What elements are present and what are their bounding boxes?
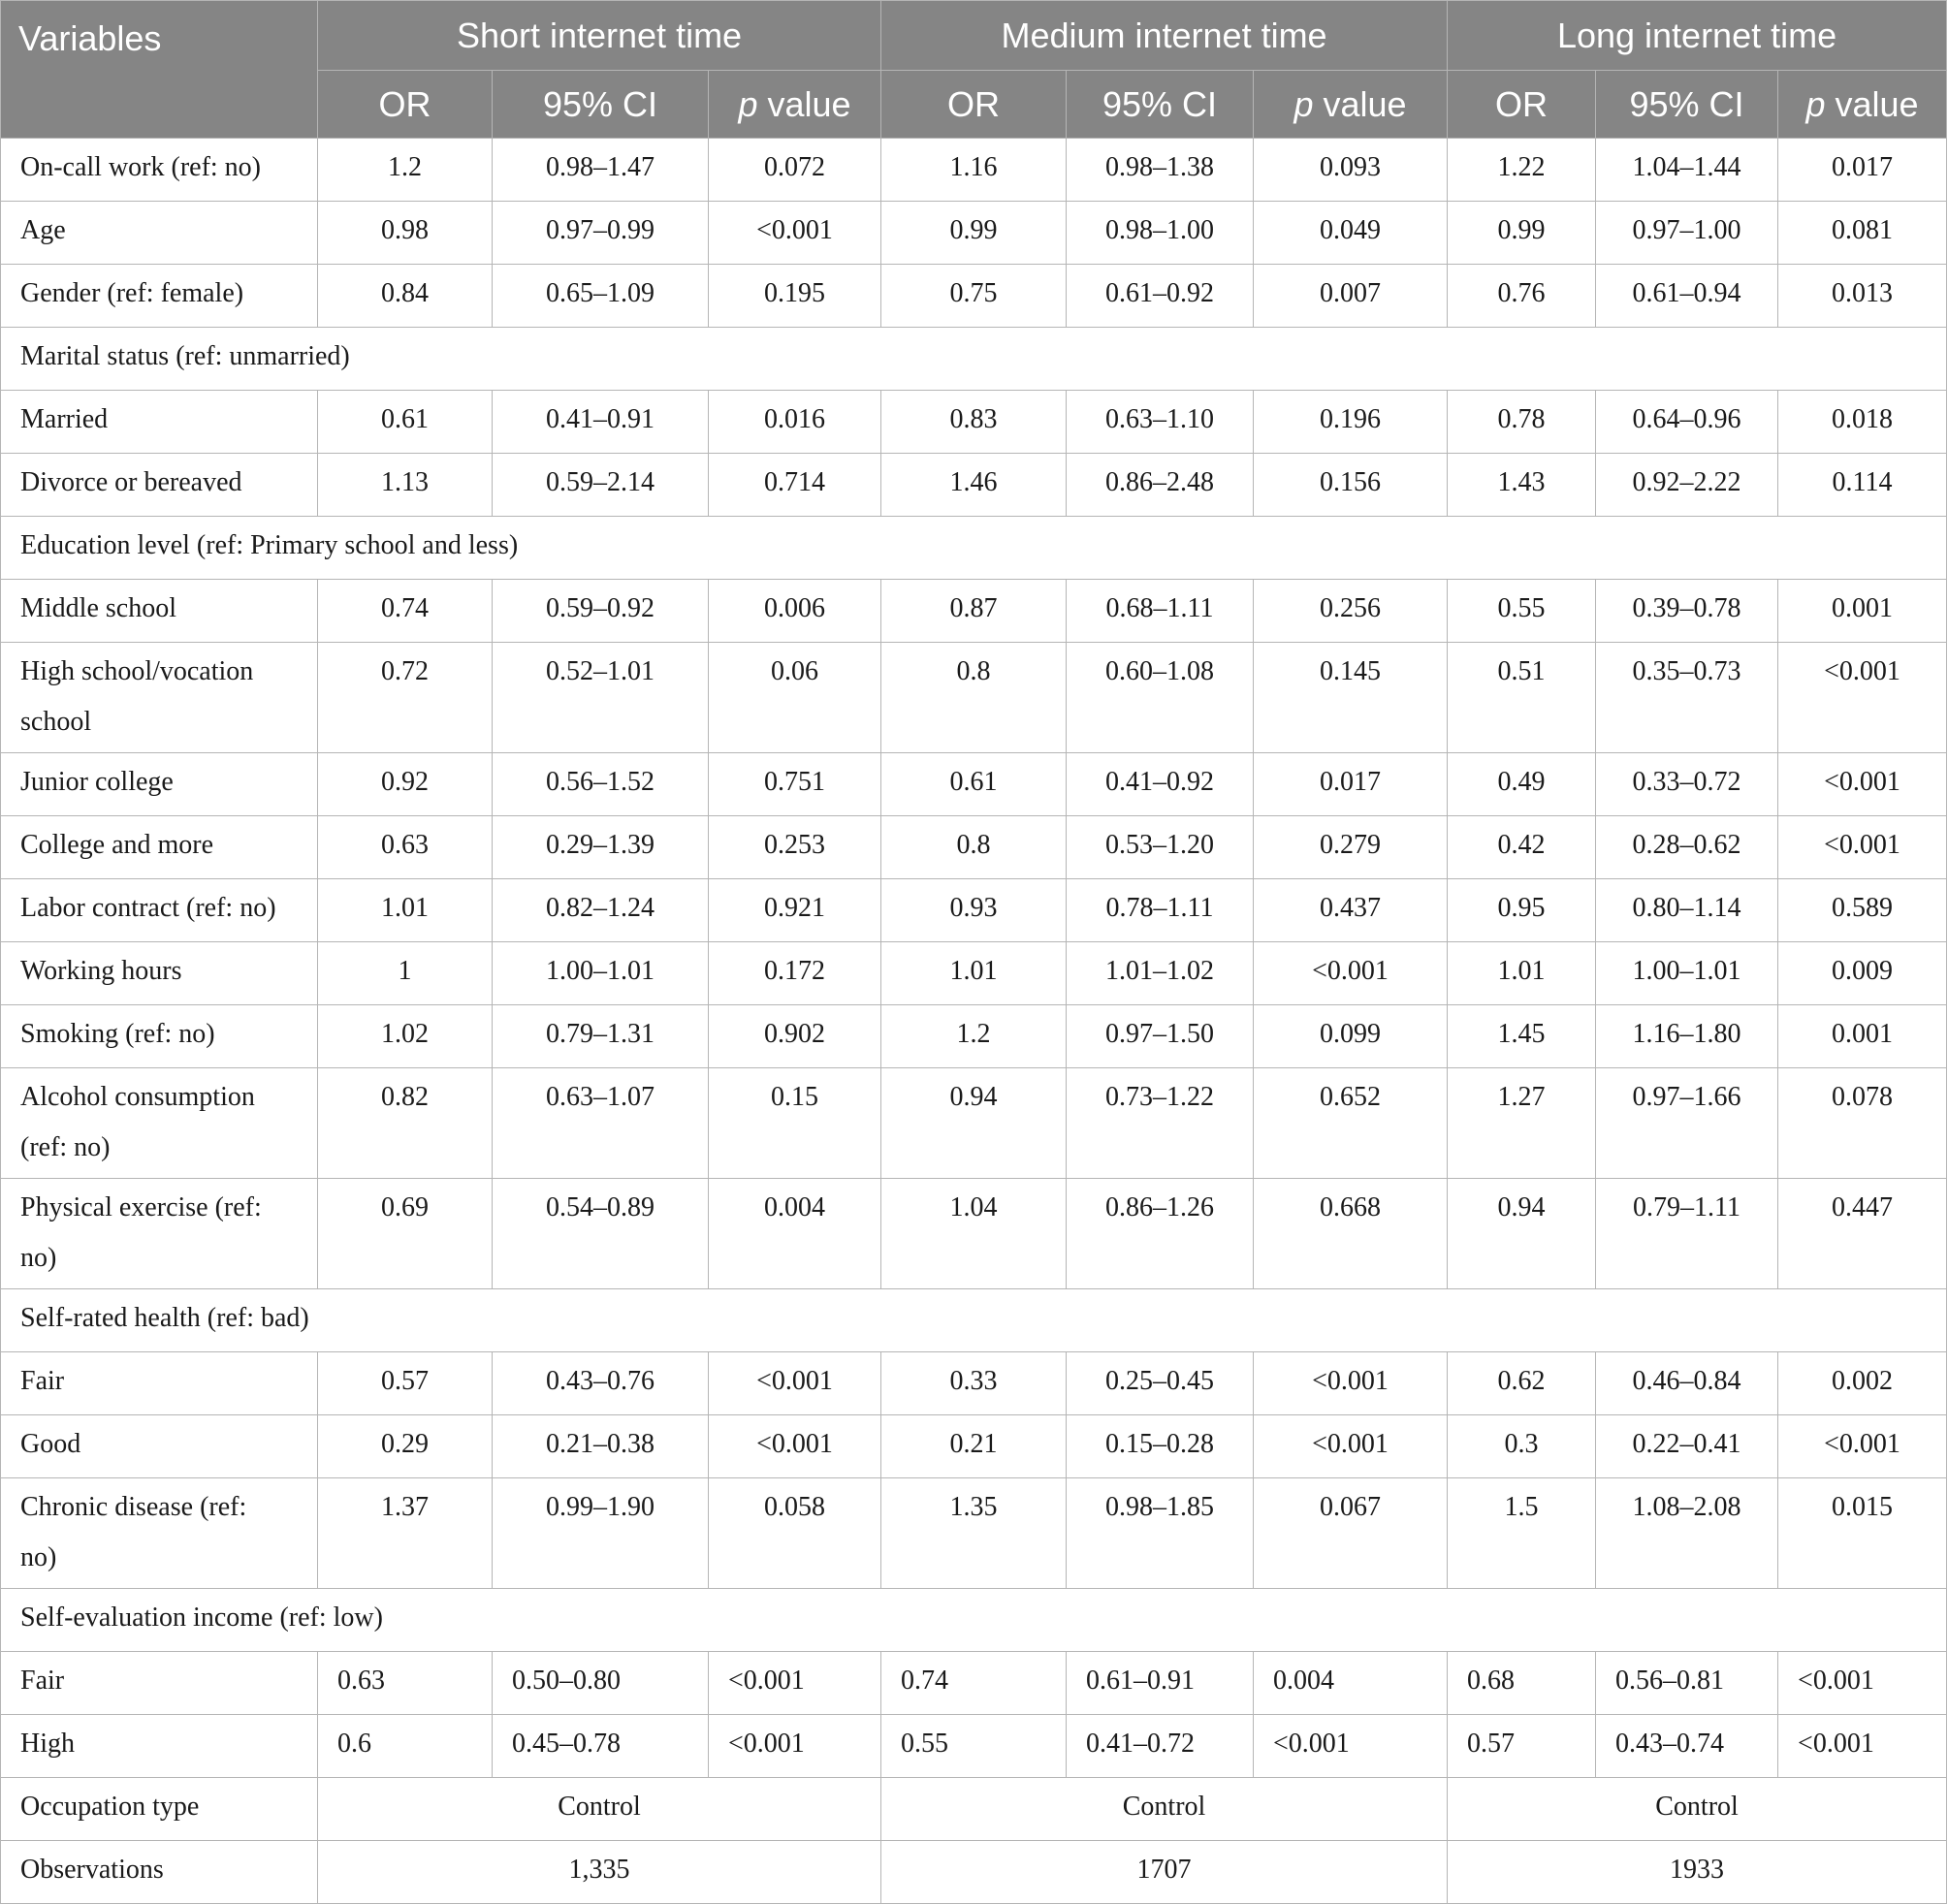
p-value-cell: <0.001 — [1778, 816, 1947, 879]
table-row — [1, 1352, 1947, 1415]
ci-cell: 0.45–0.78 — [493, 1715, 709, 1778]
p-value-cell: 0.114 — [1778, 454, 1947, 517]
or-cell: 1.2 — [318, 139, 493, 202]
p-value-cell: 0.013 — [1778, 265, 1947, 328]
row-label: Junior college — [1, 753, 318, 816]
p-value-cell: <0.001 — [1778, 1652, 1947, 1715]
ci-cell: 0.28–0.62 — [1596, 816, 1778, 879]
or-cell: 1.43 — [1448, 454, 1596, 517]
or-cell: 1.01 — [318, 879, 493, 942]
or-cell: 0.84 — [318, 265, 493, 328]
ci-cell: 0.43–0.74 — [1596, 1715, 1778, 1778]
ci-cell: 0.98–1.85 — [1067, 1478, 1254, 1589]
table-row — [1, 454, 1947, 517]
or-cell: 1.02 — [318, 1005, 493, 1068]
ci-cell: 0.68–1.11 — [1067, 580, 1254, 643]
table-row — [1, 1005, 1947, 1068]
ci-cell: 0.63–1.07 — [493, 1068, 709, 1179]
group-header-medium: Medium internet time — [881, 1, 1448, 71]
p-value-cell: 0.002 — [1778, 1352, 1947, 1415]
or-cell: 1.5 — [1448, 1478, 1596, 1589]
or-cell: 0.61 — [318, 391, 493, 454]
or-cell: 0.21 — [881, 1415, 1067, 1478]
or-cell: 0.61 — [881, 753, 1067, 816]
row-label: High — [1, 1715, 318, 1778]
ci-cell: 0.97–1.66 — [1596, 1068, 1778, 1179]
ci-header: 95% CI — [493, 71, 709, 139]
or-cell: 0.3 — [1448, 1415, 1596, 1478]
table-row — [1, 139, 1947, 202]
row-label: Working hours — [1, 942, 318, 1005]
ci-cell: 0.50–0.80 — [493, 1652, 709, 1715]
p-value-cell: 0.081 — [1778, 202, 1947, 265]
p-value-cell: 0.652 — [1254, 1068, 1448, 1179]
p-value-cell: 0.016 — [709, 391, 881, 454]
or-cell: 1.22 — [1448, 139, 1596, 202]
ci-cell: 0.98–1.00 — [1067, 202, 1254, 265]
ci-cell: 1.08–2.08 — [1596, 1478, 1778, 1589]
p-value-cell: <0.001 — [1778, 1415, 1947, 1478]
p-value-cell: 0.256 — [1254, 580, 1448, 643]
row-label-line: Physical exercise (ref: — [20, 1192, 262, 1222]
p-value-cell: 0.751 — [709, 753, 881, 816]
row-label: Divorce or bereaved — [1, 454, 318, 517]
p-value-cell: 0.145 — [1254, 643, 1448, 753]
p-value-cell: <0.001 — [1778, 1715, 1947, 1778]
or-cell: 0.63 — [318, 816, 493, 879]
ci-cell: 0.15–0.28 — [1067, 1415, 1254, 1478]
p-value-cell: 0.06 — [709, 643, 881, 753]
ci-cell: 1.00–1.01 — [493, 942, 709, 1005]
section-row — [1, 1589, 1947, 1652]
or-cell: 0.93 — [881, 879, 1067, 942]
row-label: Good — [1, 1415, 318, 1478]
table-row — [1, 202, 1947, 265]
or-cell: 0.95 — [1448, 879, 1596, 942]
row-label: Age — [1, 202, 318, 265]
p-value-cell: <0.001 — [1254, 1352, 1448, 1415]
row-label — [1, 1478, 318, 1589]
or-cell: 1.45 — [1448, 1005, 1596, 1068]
or-cell: 0.42 — [1448, 816, 1596, 879]
or-cell: 0.55 — [881, 1715, 1067, 1778]
p-value-cell: 0.067 — [1254, 1478, 1448, 1589]
row-label — [1, 1179, 318, 1289]
ci-cell: 0.97–1.00 — [1596, 202, 1778, 265]
ci-cell: 0.39–0.78 — [1596, 580, 1778, 643]
p-value-cell: 0.004 — [1254, 1652, 1448, 1715]
table-row — [1, 1478, 1947, 1589]
ci-cell: 0.64–0.96 — [1596, 391, 1778, 454]
or-cell: 0.57 — [1448, 1715, 1596, 1778]
p-value-cell: <0.001 — [709, 1352, 881, 1415]
p-value-cell: 0.279 — [1254, 816, 1448, 879]
p-value-cell: 0.017 — [1254, 753, 1448, 816]
p-value-cell: 0.099 — [1254, 1005, 1448, 1068]
ci-cell: 0.80–1.14 — [1596, 879, 1778, 942]
p-value-cell: 0.437 — [1254, 879, 1448, 942]
ci-cell: 1.04–1.44 — [1596, 139, 1778, 202]
p-value-cell: 0.001 — [1778, 580, 1947, 643]
or-cell: 1.27 — [1448, 1068, 1596, 1179]
table-row — [1, 1068, 1947, 1179]
ci-cell: 0.63–1.10 — [1067, 391, 1254, 454]
ci-cell: 0.54–0.89 — [493, 1179, 709, 1289]
or-cell: 0.74 — [318, 580, 493, 643]
p-value-cell: <0.001 — [1778, 643, 1947, 753]
or-cell: 0.94 — [881, 1068, 1067, 1179]
or-cell: 0.98 — [318, 202, 493, 265]
ci-cell: 0.97–0.99 — [493, 202, 709, 265]
ci-header: 95% CI — [1596, 71, 1778, 139]
ci-cell: 0.86–1.26 — [1067, 1179, 1254, 1289]
ci-cell: 0.92–2.22 — [1596, 454, 1778, 517]
ci-cell: 0.56–1.52 — [493, 753, 709, 816]
or-cell: 0.92 — [318, 753, 493, 816]
table-row — [1, 391, 1947, 454]
or-header: OR — [1448, 71, 1596, 139]
or-cell: 1 — [318, 942, 493, 1005]
table-row — [1, 1715, 1947, 1778]
ci-cell: 0.22–0.41 — [1596, 1415, 1778, 1478]
or-cell: 0.8 — [881, 816, 1067, 879]
table-row — [1, 942, 1947, 1005]
ci-cell: 0.41–0.92 — [1067, 753, 1254, 816]
row-label: Middle school — [1, 580, 318, 643]
or-cell: 0.62 — [1448, 1352, 1596, 1415]
p-value-cell: 0.018 — [1778, 391, 1947, 454]
ci-cell: 0.61–0.92 — [1067, 265, 1254, 328]
ci-cell: 0.43–0.76 — [493, 1352, 709, 1415]
p-value-cell: 0.058 — [709, 1478, 881, 1589]
or-cell: 1.04 — [881, 1179, 1067, 1289]
p-value-cell: 0.253 — [709, 816, 881, 879]
row-label — [1, 1068, 318, 1179]
or-header: OR — [881, 71, 1067, 139]
ci-cell: 0.33–0.72 — [1596, 753, 1778, 816]
ci-cell: 0.52–1.01 — [493, 643, 709, 753]
ci-cell: 0.21–0.38 — [493, 1415, 709, 1478]
ci-cell: 0.46–0.84 — [1596, 1352, 1778, 1415]
row-label-line: Chronic disease (ref: — [20, 1492, 247, 1522]
or-cell: 0.55 — [1448, 580, 1596, 643]
row-label: Labor contract (ref: no) — [1, 879, 318, 942]
ci-cell: 0.35–0.73 — [1596, 643, 1778, 753]
row-label-line: school — [20, 707, 92, 737]
p-value-cell: 0.017 — [1778, 139, 1947, 202]
ci-cell: 1.01–1.02 — [1067, 942, 1254, 1005]
table-row — [1, 1841, 1947, 1904]
p-italic: p — [1293, 83, 1314, 124]
or-cell: 0.57 — [318, 1352, 493, 1415]
p-value-cell: <0.001 — [1254, 1715, 1448, 1778]
row-label-line: no) — [20, 1243, 57, 1273]
or-header: OR — [318, 71, 493, 139]
group-value-cell: Control — [881, 1778, 1448, 1841]
ci-cell: 0.53–1.20 — [1067, 816, 1254, 879]
row-label: On-call work (ref: no) — [1, 139, 318, 202]
section-label: Self-evaluation income (ref: low) — [1, 1589, 1947, 1652]
or-cell: 0.33 — [881, 1352, 1067, 1415]
p-value-cell: <0.001 — [709, 202, 881, 265]
or-cell: 1.16 — [881, 139, 1067, 202]
section-label: Marital status (ref: unmarried) — [1, 328, 1947, 391]
p-italic: p — [1805, 83, 1826, 124]
ci-cell: 0.60–1.08 — [1067, 643, 1254, 753]
p-italic: p — [738, 83, 758, 124]
ci-cell: 1.16–1.80 — [1596, 1005, 1778, 1068]
p-value-header — [1254, 71, 1448, 139]
p-value-cell: 0.006 — [709, 580, 881, 643]
p-rest: value — [1313, 83, 1407, 124]
or-cell: 0.69 — [318, 1179, 493, 1289]
ci-cell: 0.78–1.11 — [1067, 879, 1254, 942]
table-body — [1, 139, 1947, 1904]
or-cell: 1.13 — [318, 454, 493, 517]
or-cell: 0.76 — [1448, 265, 1596, 328]
p-value-cell: <0.001 — [709, 1652, 881, 1715]
ci-cell: 0.97–1.50 — [1067, 1005, 1254, 1068]
p-value-cell: 0.196 — [1254, 391, 1448, 454]
or-cell: 0.63 — [318, 1652, 493, 1715]
p-value-cell: 0.668 — [1254, 1179, 1448, 1289]
group-header-long: Long internet time — [1448, 1, 1947, 71]
or-cell: 1.01 — [881, 942, 1067, 1005]
ci-cell: 0.98–1.38 — [1067, 139, 1254, 202]
group-header-short: Short internet time — [318, 1, 881, 71]
row-label-line: High school/vocation — [20, 656, 254, 686]
p-value-cell: 0.902 — [709, 1005, 881, 1068]
or-cell: 1.35 — [881, 1478, 1067, 1589]
table-row — [1, 643, 1947, 753]
table-row — [1, 753, 1947, 816]
p-value-cell: 0.195 — [709, 265, 881, 328]
ci-cell: 0.99–1.90 — [493, 1478, 709, 1589]
table-row — [1, 816, 1947, 879]
group-value-cell: Control — [318, 1778, 881, 1841]
or-cell: 1.2 — [881, 1005, 1067, 1068]
ci-cell: 0.41–0.72 — [1067, 1715, 1254, 1778]
group-value-cell: 1933 — [1448, 1841, 1947, 1904]
table-row — [1, 1415, 1947, 1478]
or-cell: 1.01 — [1448, 942, 1596, 1005]
p-value-cell: <0.001 — [709, 1715, 881, 1778]
ci-cell: 0.59–0.92 — [493, 580, 709, 643]
p-value-cell: 0.15 — [709, 1068, 881, 1179]
ci-cell: 0.56–0.81 — [1596, 1652, 1778, 1715]
table-row — [1, 879, 1947, 942]
row-label: Married — [1, 391, 318, 454]
or-cell: 0.99 — [1448, 202, 1596, 265]
p-value-cell: 0.004 — [709, 1179, 881, 1289]
section-row — [1, 328, 1947, 391]
p-value-cell: <0.001 — [1778, 753, 1947, 816]
variables-header: Variables — [1, 1, 318, 139]
or-cell: 1.37 — [318, 1478, 493, 1589]
p-value-cell: 0.072 — [709, 139, 881, 202]
or-cell: 0.94 — [1448, 1179, 1596, 1289]
p-value-cell: <0.001 — [709, 1415, 881, 1478]
row-label: Fair — [1, 1652, 318, 1715]
or-cell: 0.87 — [881, 580, 1067, 643]
group-value-cell: 1707 — [881, 1841, 1448, 1904]
table-row — [1, 1778, 1947, 1841]
table-header — [1, 1, 1947, 139]
ci-cell: 0.25–0.45 — [1067, 1352, 1254, 1415]
section-label: Self-rated health (ref: bad) — [1, 1289, 1947, 1352]
table-row — [1, 1652, 1947, 1715]
p-value-cell: 0.001 — [1778, 1005, 1947, 1068]
p-value-cell: 0.007 — [1254, 265, 1448, 328]
p-value-cell: 0.009 — [1778, 942, 1947, 1005]
ci-cell: 0.73–1.22 — [1067, 1068, 1254, 1179]
table-row — [1, 265, 1947, 328]
p-value-cell: 0.172 — [709, 942, 881, 1005]
or-cell: 0.99 — [881, 202, 1067, 265]
or-cell: 0.72 — [318, 643, 493, 753]
p-value-cell: <0.001 — [1254, 1415, 1448, 1478]
p-value-cell: 0.714 — [709, 454, 881, 517]
row-label-line: (ref: no) — [20, 1132, 111, 1162]
or-cell: 0.29 — [318, 1415, 493, 1478]
row-label: Fair — [1, 1352, 318, 1415]
p-value-header — [709, 71, 881, 139]
ci-cell: 0.98–1.47 — [493, 139, 709, 202]
or-cell: 1.46 — [881, 454, 1067, 517]
or-cell: 0.68 — [1448, 1652, 1596, 1715]
table-row — [1, 1179, 1947, 1289]
ci-cell: 0.59–2.14 — [493, 454, 709, 517]
or-cell: 0.78 — [1448, 391, 1596, 454]
group-value-cell: 1,335 — [318, 1841, 881, 1904]
or-cell: 0.8 — [881, 643, 1067, 753]
p-value-cell: 0.589 — [1778, 879, 1947, 942]
p-value-cell: 0.093 — [1254, 139, 1448, 202]
ci-header: 95% CI — [1067, 71, 1254, 139]
ci-cell: 0.65–1.09 — [493, 265, 709, 328]
row-label: College and more — [1, 816, 318, 879]
ci-cell: 0.79–1.11 — [1596, 1179, 1778, 1289]
p-value-header — [1778, 71, 1947, 139]
ci-cell: 0.82–1.24 — [493, 879, 709, 942]
p-rest: value — [757, 83, 851, 124]
row-label: Observations — [1, 1841, 318, 1904]
p-value-cell: 0.049 — [1254, 202, 1448, 265]
ci-cell: 0.29–1.39 — [493, 816, 709, 879]
p-value-cell: 0.921 — [709, 879, 881, 942]
ci-cell: 0.61–0.91 — [1067, 1652, 1254, 1715]
or-cell: 0.74 — [881, 1652, 1067, 1715]
p-value-cell: 0.156 — [1254, 454, 1448, 517]
row-label-line: no) — [20, 1542, 57, 1572]
p-value-cell: 0.447 — [1778, 1179, 1947, 1289]
ci-cell: 0.61–0.94 — [1596, 265, 1778, 328]
row-label — [1, 643, 318, 753]
ci-cell: 0.86–2.48 — [1067, 454, 1254, 517]
or-cell: 0.49 — [1448, 753, 1596, 816]
p-value-cell: <0.001 — [1254, 942, 1448, 1005]
section-label: Education level (ref: Primary school and less) — [1, 517, 1947, 580]
section-row — [1, 1289, 1947, 1352]
p-value-cell: 0.078 — [1778, 1068, 1947, 1179]
table-row — [1, 580, 1947, 643]
or-cell: 0.6 — [318, 1715, 493, 1778]
row-label: Gender (ref: female) — [1, 265, 318, 328]
section-row — [1, 517, 1947, 580]
or-cell: 0.83 — [881, 391, 1067, 454]
ci-cell: 0.79–1.31 — [493, 1005, 709, 1068]
or-cell: 0.51 — [1448, 643, 1596, 753]
row-label-line: Alcohol consumption — [20, 1082, 255, 1112]
ci-cell: 1.00–1.01 — [1596, 942, 1778, 1005]
row-label: Occupation type — [1, 1778, 318, 1841]
or-cell: 0.82 — [318, 1068, 493, 1179]
row-label: Smoking (ref: no) — [1, 1005, 318, 1068]
p-rest: value — [1825, 83, 1919, 124]
ci-cell: 0.41–0.91 — [493, 391, 709, 454]
p-value-cell: 0.015 — [1778, 1478, 1947, 1589]
group-value-cell: Control — [1448, 1778, 1947, 1841]
or-cell: 0.75 — [881, 265, 1067, 328]
